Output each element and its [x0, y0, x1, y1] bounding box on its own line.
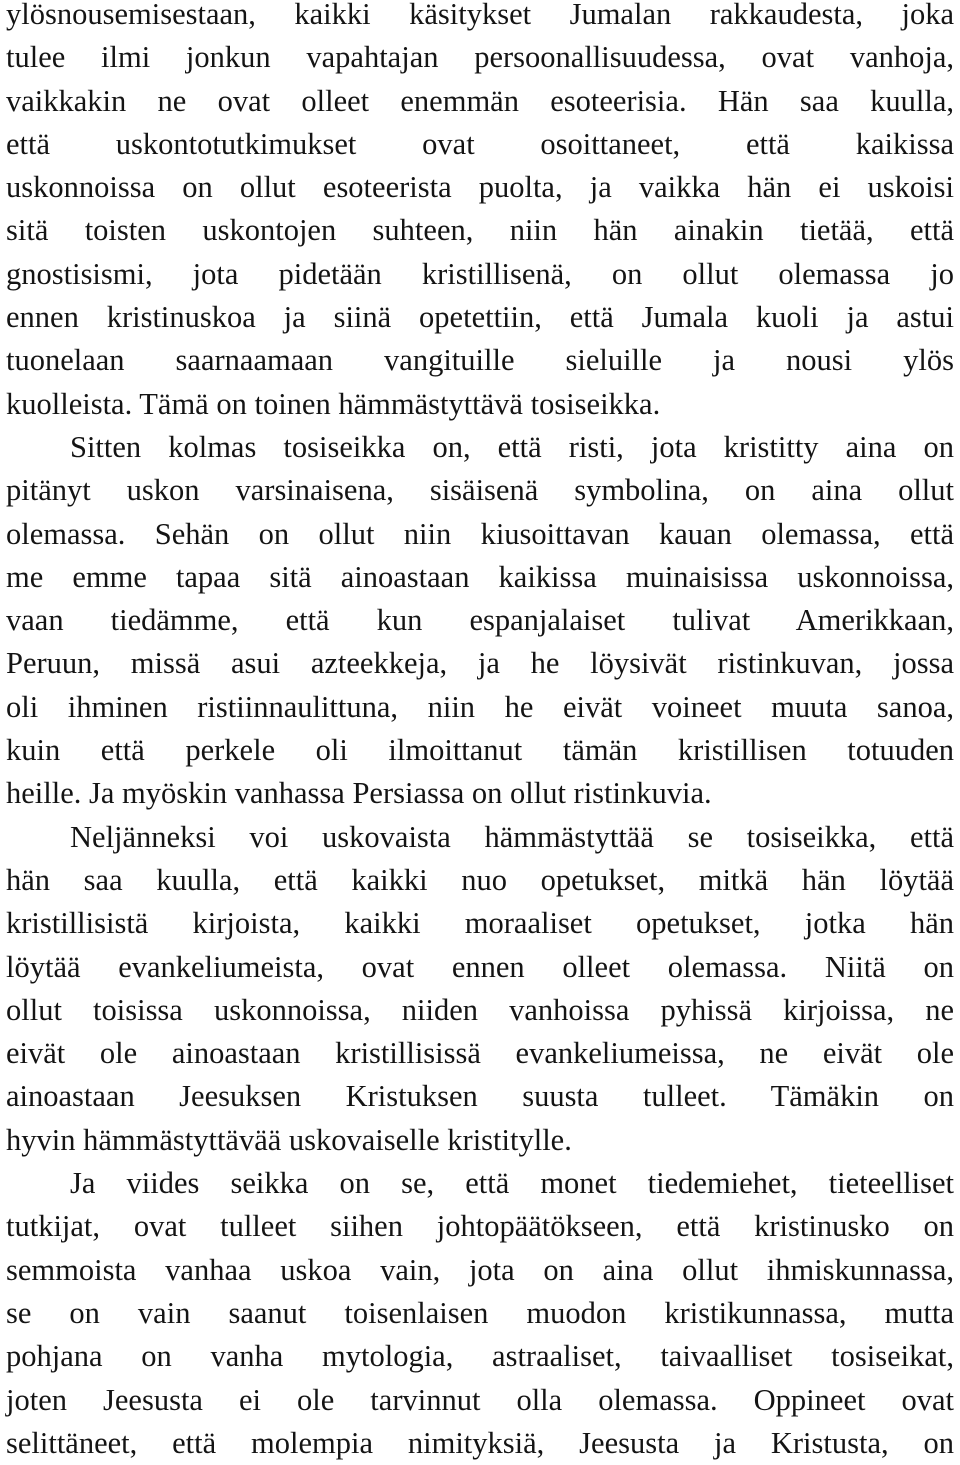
text-line: eivät ole ainoastaan kristillisissä evankeliumeissa, ne eivät ole [6, 1036, 954, 1071]
text-line: oli ihminen ristiinnaulittuna, niin he eivät voineet muuta sanoa, [6, 689, 954, 724]
text-line: kuolleista. Tämä on toinen hämmästyttävä tosiseikka. [6, 386, 661, 421]
text-line: että uskontotutkimukset ovat osoittaneet, että kaikissa [6, 126, 954, 161]
text-line: ollut toisissa uskonnoissa, niiden vanhoissa pyhissä kirjoissa, ne [6, 992, 954, 1027]
text-line: vaan tiedämme, että kun espanjalaiset tulivat Amerikkaan, [6, 603, 954, 638]
text-line: Neljänneksi voi uskovaista hämmästyttää se tosiseikka, että [70, 819, 954, 854]
text-line: kristillisistä kirjoista, kaikki moraaliset opetukset, jotka hän [6, 906, 954, 941]
text-line: uskonnoissa on ollut esoteerista puolta, ja vaikka hän ei uskoisi [6, 170, 954, 205]
text-line: hän saa kuulla, että kaikki nuo opetukset, mitkä hän löytää [6, 862, 954, 897]
text-line: ennen kristinuskoa ja siinä opetettiin, että Jumala kuoli ja astui [6, 300, 954, 335]
text-line: selittäneet, että molempia nimityksiä, Jeesusta ja Kristusta, on [6, 1425, 954, 1460]
text-line: Ja viides seikka on se, että monet tiedemiehet, tieteelliset [70, 1166, 954, 1201]
body-text [6, 0, 954, 1465]
text-line: tulee ilmi jonkun vapahtajan persoonallisuudessa, ovat vanhoja, [6, 40, 954, 75]
text-line: ainoastaan Jeesuksen Kristuksen suusta tulleet. Tämäkin on [6, 1079, 954, 1114]
text-line: sitä toisten uskontojen suhteen, niin hän ainakin tietää, että [6, 213, 954, 248]
text-line: semmoista vanhaa uskoa vain, jota on aina ollut ihmiskunnassa, [6, 1252, 954, 1287]
text-line: ylösnousemisestaan, kaikki käsitykset Jumalan rakkaudesta, joka [6, 0, 954, 31]
text-line: olemassa. Sehän on ollut niin kiusoittavan kauan olemassa, että [6, 516, 954, 551]
text-line: heille. Ja myöskin vanhassa Persiassa on ollut ristinkuvia. [6, 776, 712, 811]
text-line: kuin että perkele oli ilmoittanut tämän kristillisen totuuden [6, 733, 954, 768]
text-line: Sitten kolmas tosiseikka on, että risti, jota kristitty aina on [70, 429, 954, 464]
text-line: joten Jeesusta ei ole tarvinnut olla olemassa. Oppineet ovat [6, 1382, 954, 1417]
text-line: vaikkakin ne ovat olleet enemmän esoteerisia. Hän saa kuulla, [6, 83, 954, 118]
text-line: gnostisismi, jota pidetään kristillisenä, on ollut olemassa jo [6, 256, 954, 291]
text-line: löytää evankeliumeista, ovat ennen olleet olemassa. Niitä on [6, 949, 954, 984]
text-line: me emme tapaa sitä ainoastaan kaikissa muinaisissa uskonnoissa, [6, 559, 954, 594]
text-line: pitänyt uskon varsinaisena, sisäisenä symbolina, on aina ollut [6, 473, 954, 508]
text-line: hyvin hämmästyttävää uskovaiselle kristitylle. [6, 1122, 572, 1157]
text-line: tutkijat, ovat tulleet siihen johtopäätökseen, että kristinusko on [6, 1209, 954, 1244]
text-line: tuonelaan saarnaamaan vangituille sieluille ja nousi ylös [6, 343, 954, 378]
text-line: Peruun, missä asui azteekkeja, ja he löysivät ristinkuvan, jossa [6, 646, 954, 681]
text-line: pohjana on vanha mytologia, astraaliset, taivaalliset tosiseikat, [6, 1339, 954, 1374]
text-line: se on vain saanut toisenlaisen muodon kristikunnassa, mutta [6, 1295, 954, 1330]
